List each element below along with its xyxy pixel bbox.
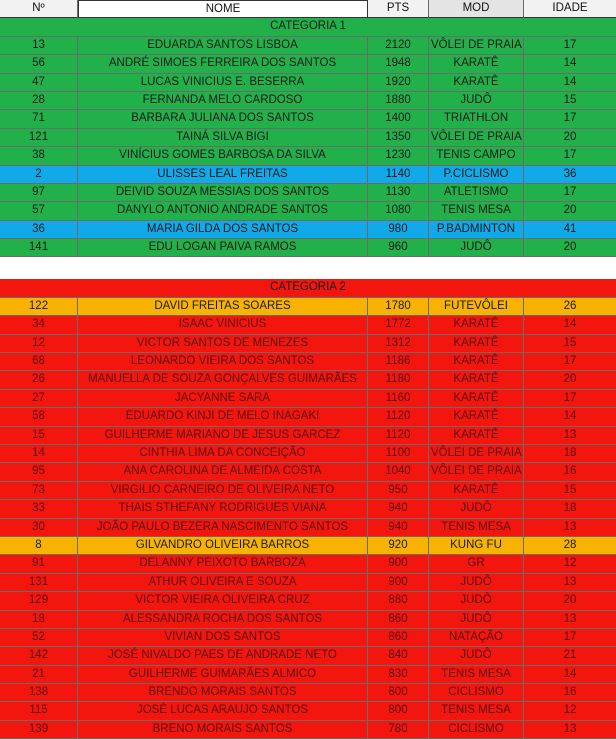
cell-age[interactable]: 17 (524, 353, 616, 371)
cell-name[interactable]: GUILHERME MARIANO DE JESUS GARCEZ (78, 427, 368, 445)
cell-pts[interactable]: 940 (368, 519, 429, 537)
cell-mod[interactable]: KARATÊ (429, 390, 524, 408)
table-row (0, 500, 616, 518)
cell-num[interactable]: 142 (0, 647, 78, 665)
cell-num[interactable]: 95 (0, 463, 78, 481)
cell-age[interactable]: 14 (524, 408, 616, 426)
cell-age[interactable]: 13 (524, 574, 616, 592)
cell-num[interactable]: 121 (0, 129, 78, 147)
cell-num[interactable]: 38 (0, 147, 78, 165)
cell-pts[interactable]: 1140 (368, 166, 429, 184)
table-row (0, 221, 616, 239)
table-row (0, 592, 616, 610)
cell-pts[interactable]: 980 (368, 221, 429, 239)
table-row (0, 184, 616, 202)
cell-age[interactable]: 20 (524, 371, 616, 389)
cell-num[interactable]: 8 (0, 537, 78, 555)
table-row (0, 537, 616, 555)
cell-num[interactable]: 2 (0, 166, 78, 184)
cell-num[interactable]: 57 (0, 202, 78, 220)
cell-pts[interactable]: 1400 (368, 110, 429, 128)
cell-age[interactable]: 17 (524, 184, 616, 202)
cell-age[interactable]: 12 (524, 555, 616, 573)
cell-age[interactable]: 28 (524, 537, 616, 555)
cell-age[interactable]: 17 (524, 390, 616, 408)
cell-num[interactable]: 33 (0, 500, 78, 518)
cell-pts[interactable]: 1312 (368, 335, 429, 353)
cell-name[interactable]: ISAAC VINICIUS (78, 316, 368, 334)
cell-name[interactable]: VIRGILIO CARNEIRO DE OLIVEIRA NETO (78, 482, 368, 500)
header-age[interactable]: IDADE (524, 0, 616, 18)
cell-age[interactable]: 17 (524, 110, 616, 128)
cell-name[interactable]: BRENO MORAIS SANTOS (78, 721, 368, 739)
cell-mod[interactable]: TENIS MESA (429, 202, 524, 220)
cell-pts[interactable]: 1772 (368, 316, 429, 334)
cell-name[interactable]: ATHUR OLIVEIRA E SOUZA (78, 574, 368, 592)
cell-num[interactable]: 28 (0, 92, 78, 110)
cell-mod[interactable]: GR (429, 555, 524, 573)
cell-num[interactable]: 26 (0, 371, 78, 389)
cell-mod[interactable]: JUDÔ (429, 92, 524, 110)
cell-name[interactable]: MARIA GILDA DOS SANTOS (78, 221, 368, 239)
cell-num[interactable]: 68 (0, 353, 78, 371)
cell-age[interactable]: 20 (524, 202, 616, 220)
cell-num[interactable]: 30 (0, 519, 78, 537)
cell-pts[interactable]: 940 (368, 500, 429, 518)
table-row (0, 298, 616, 316)
cell-age[interactable]: 16 (524, 463, 616, 481)
cell-mod[interactable]: TENIS MESA (429, 702, 524, 720)
cell-pts[interactable]: 780 (368, 721, 429, 739)
cell-pts[interactable]: 950 (368, 482, 429, 500)
table-row (0, 371, 616, 389)
cell-age[interactable]: 20 (524, 592, 616, 610)
cell-name[interactable]: EDUARDA SANTOS LISBOA (78, 37, 368, 55)
cell-mod[interactable]: KARATÊ (429, 316, 524, 334)
cell-pts[interactable]: 800 (368, 684, 429, 702)
cell-num[interactable]: 18 (0, 611, 78, 629)
cell-name[interactable]: DEIVID SOUZA MESSIAS DOS SANTOS (78, 184, 368, 202)
cell-name[interactable]: VINÍCIUS GOMES BARBOSA DA SILVA (78, 147, 368, 165)
blank-row (0, 257, 616, 279)
cell-name[interactable]: GUILHERME GUIMARÃES ALMICO (78, 666, 368, 684)
cell-name[interactable]: LEONARDO VIEIRA DOS SANTOS (78, 353, 368, 371)
cell-age[interactable]: 26 (524, 298, 616, 316)
cell-mod[interactable]: KARATÊ (429, 74, 524, 92)
table-row (0, 408, 616, 426)
cell-mod[interactable]: TRIATHLON (429, 110, 524, 128)
cell-mod[interactable]: VÔLEI DE PRAIA (429, 463, 524, 481)
cell-pts[interactable]: 800 (368, 702, 429, 720)
cell-pts[interactable]: 830 (368, 666, 429, 684)
cell-name[interactable]: ANDRÉ SIMOES FERREIRA DOS SANTOS (78, 55, 368, 73)
cell-pts[interactable]: 1880 (368, 92, 429, 110)
cell-mod[interactable]: VÔLEI DE PRAIA (429, 129, 524, 147)
cell-name[interactable]: LUCAS VINICIUS E. BESERRA (78, 74, 368, 92)
category-1-title[interactable]: CATEGORIA 1 (0, 18, 616, 36)
cell-num[interactable]: 138 (0, 684, 78, 702)
cell-pts[interactable]: 1160 (368, 390, 429, 408)
table-row (0, 445, 616, 463)
cell-age[interactable]: 15 (524, 335, 616, 353)
cell-num[interactable]: 47 (0, 74, 78, 92)
cell-mod[interactable]: JUDÔ (429, 500, 524, 518)
cell-name[interactable]: ANA CAROLINA DE ALMEIDA COSTA (78, 463, 368, 481)
cell-num[interactable]: 34 (0, 316, 78, 334)
cell-pts[interactable]: 840 (368, 647, 429, 665)
table-row (0, 74, 616, 92)
table-row (0, 666, 616, 684)
cell-pts[interactable]: 1080 (368, 202, 429, 220)
cell-mod[interactable]: KARATÊ (429, 371, 524, 389)
table-row (0, 427, 616, 445)
cell-mod[interactable]: CICLISMO (429, 684, 524, 702)
cell-name[interactable]: BARBARA JULIANA DOS SANTOS (78, 110, 368, 128)
table-row (0, 721, 616, 739)
cell-mod[interactable]: JUDÔ (429, 647, 524, 665)
cell-age[interactable]: 15 (524, 482, 616, 500)
cell-age[interactable]: 17 (524, 147, 616, 165)
cell-pts[interactable]: 2120 (368, 37, 429, 55)
cell-pts[interactable]: 1120 (368, 408, 429, 426)
cell-age[interactable]: 13 (524, 721, 616, 739)
cell-mod[interactable]: JUDÔ (429, 592, 524, 610)
cell-name[interactable]: THAIS STHEFANY RODRIGUES VIANA (78, 500, 368, 518)
table-row (0, 353, 616, 371)
cell-mod[interactable]: ATLETISMO (429, 184, 524, 202)
table-row (0, 335, 616, 353)
cell-mod[interactable]: KARATÊ (429, 427, 524, 445)
header-mod[interactable]: MOD (429, 0, 524, 18)
cell-name[interactable]: VICTOR VIEIRA OLIVEIRA CRUZ (78, 592, 368, 610)
cell-age[interactable]: 13 (524, 519, 616, 537)
table-row (0, 147, 616, 165)
cell-pts[interactable]: 1780 (368, 298, 429, 316)
cell-age[interactable]: 12 (524, 702, 616, 720)
cell-age[interactable]: 20 (524, 239, 616, 257)
cell-pts[interactable]: 1130 (368, 184, 429, 202)
cell-age[interactable]: 36 (524, 166, 616, 184)
table-row (0, 129, 616, 147)
cell-mod[interactable]: TENIS MESA (429, 666, 524, 684)
table-row (0, 166, 616, 184)
cell-mod[interactable]: TENIS CAMPO (429, 147, 524, 165)
table-row (0, 202, 616, 220)
cell-name[interactable]: JOSÉ LUCAS ARAUJO SANTOS (78, 702, 368, 720)
cell-name[interactable]: CINTHIA LIMA DA CONCEIÇÃO (78, 445, 368, 463)
cell-age[interactable]: 14 (524, 55, 616, 73)
cell-age[interactable]: 21 (524, 647, 616, 665)
cell-num[interactable]: 129 (0, 592, 78, 610)
cell-name[interactable]: VICTOR SANTOS DE MENEZES (78, 335, 368, 353)
table-row (0, 55, 616, 73)
header-row (0, 0, 616, 18)
table-row (0, 611, 616, 629)
cell-mod[interactable]: KARATÊ (429, 482, 524, 500)
cell-name[interactable]: TAINÁ SILVA BIGI (78, 129, 368, 147)
cell-pts[interactable]: 1120 (368, 427, 429, 445)
cell-num[interactable]: 58 (0, 408, 78, 426)
cell-num[interactable]: 13 (0, 37, 78, 55)
cell-pts[interactable]: 1230 (368, 147, 429, 165)
cell-mod[interactable]: P.BADMINTON (429, 221, 524, 239)
cell-age[interactable]: 16 (524, 684, 616, 702)
cell-num[interactable]: 15 (0, 427, 78, 445)
cell-num[interactable]: 21 (0, 666, 78, 684)
table-row (0, 519, 616, 537)
cell-age[interactable]: 18 (524, 445, 616, 463)
table-row (0, 110, 616, 128)
cell-name[interactable]: MANUELLA DE SOUZA GONÇALVES GUIMARÃES (78, 371, 368, 389)
cell-name[interactable]: EDU LOGAN PAIVA RAMOS (78, 239, 368, 257)
cell-age[interactable]: 17 (524, 37, 616, 55)
cell-mod[interactable]: KARATÊ (429, 335, 524, 353)
cell-num[interactable]: 139 (0, 721, 78, 739)
cell-name[interactable]: EDUARDO KINJI DE MELO INAGAKI (78, 408, 368, 426)
cell-name[interactable]: ULISSES LEAL FREITAS (78, 166, 368, 184)
header-pts[interactable]: PTS (368, 0, 429, 18)
cell-pts[interactable]: 1920 (368, 74, 429, 92)
cell-mod[interactable]: KARATÊ (429, 353, 524, 371)
category-1-rows (0, 37, 616, 258)
cell-pts[interactable]: 880 (368, 592, 429, 610)
cell-mod[interactable]: NATAÇÃO (429, 629, 524, 647)
cell-age[interactable]: 20 (524, 129, 616, 147)
table-row (0, 574, 616, 592)
cell-mod[interactable]: JUDÔ (429, 611, 524, 629)
cell-pts[interactable]: 1100 (368, 445, 429, 463)
cell-mod[interactable]: KUNG FU (429, 537, 524, 555)
table-row (0, 92, 616, 110)
cell-pts[interactable]: 1180 (368, 371, 429, 389)
cell-num[interactable]: 12 (0, 335, 78, 353)
cell-mod[interactable]: P.CICLISMO (429, 166, 524, 184)
cell-mod[interactable]: FUTEVÔLEI (429, 298, 524, 316)
table-row (0, 555, 616, 573)
table-row (0, 37, 616, 55)
cell-name[interactable]: JOÃO PAULO BEZERA NASCIMENTO SANTOS (78, 519, 368, 537)
cell-name[interactable]: BRENDO MORAIS SANTOS (78, 684, 368, 702)
cell-mod[interactable]: KARATÊ (429, 55, 524, 73)
cell-num[interactable]: 115 (0, 702, 78, 720)
cell-age[interactable]: 18 (524, 500, 616, 518)
cell-mod[interactable]: TENIS MESA (429, 519, 524, 537)
cell-pts[interactable]: 900 (368, 574, 429, 592)
cell-age[interactable]: 14 (524, 316, 616, 334)
cell-num[interactable]: 14 (0, 445, 78, 463)
cell-age[interactable]: 17 (524, 629, 616, 647)
cell-pts[interactable]: 960 (368, 239, 429, 257)
cell-name[interactable]: ALESSANDRA ROCHA DOS SANTOS (78, 611, 368, 629)
cell-num[interactable]: 97 (0, 184, 78, 202)
cell-mod[interactable]: CICLISMO (429, 721, 524, 739)
cell-num[interactable]: 122 (0, 298, 78, 316)
cell-mod[interactable]: VÔLEI DE PRAIA (429, 445, 524, 463)
cell-name[interactable]: DAVID FREITAS SOARES (78, 298, 368, 316)
table-row (0, 684, 616, 702)
table-row (0, 647, 616, 665)
cell-age[interactable]: 13 (524, 427, 616, 445)
cell-pts[interactable]: 920 (368, 537, 429, 555)
cell-age[interactable]: 15 (524, 92, 616, 110)
cell-age[interactable]: 13 (524, 611, 616, 629)
cell-mod[interactable]: JUDÔ (429, 574, 524, 592)
header-num[interactable]: Nº (0, 0, 78, 18)
cell-name[interactable]: VIVIAN DOS SANTOS (78, 629, 368, 647)
cell-pts[interactable]: 860 (368, 611, 429, 629)
cell-num[interactable]: 91 (0, 555, 78, 573)
table-row (0, 629, 616, 647)
cell-num[interactable]: 73 (0, 482, 78, 500)
cell-num[interactable]: 131 (0, 574, 78, 592)
table-row (0, 390, 616, 408)
cell-name[interactable]: FERNANDA MELO CARDOSO (78, 92, 368, 110)
cell-mod[interactable]: VÔLEI DE PRAIA (429, 37, 524, 55)
cell-pts[interactable]: 1948 (368, 55, 429, 73)
cell-pts[interactable]: 1350 (368, 129, 429, 147)
cell-num[interactable]: 27 (0, 390, 78, 408)
cell-age[interactable]: 41 (524, 221, 616, 239)
cell-age[interactable]: 14 (524, 74, 616, 92)
cell-pts[interactable]: 900 (368, 555, 429, 573)
cell-name[interactable]: JACYANNE SARA (78, 390, 368, 408)
cell-num[interactable]: 141 (0, 239, 78, 257)
cell-name[interactable]: DELANNY PEIXOTO BARBOZA (78, 555, 368, 573)
table-row (0, 482, 616, 500)
cell-mod[interactable]: KARATÊ (429, 408, 524, 426)
cell-num[interactable]: 71 (0, 110, 78, 128)
cell-name[interactable]: JOSÉ NIVALDO PAES DE ANDRADE NETO (78, 647, 368, 665)
category-2-title[interactable]: CATEGORIA 2 (0, 279, 616, 297)
cell-mod[interactable]: JUDÔ (429, 239, 524, 257)
cell-pts[interactable]: 1040 (368, 463, 429, 481)
cell-num[interactable]: 52 (0, 629, 78, 647)
cell-num[interactable]: 36 (0, 221, 78, 239)
table-row (0, 463, 616, 481)
cell-name[interactable]: GILVANDRO OLIVEIRA BARROS (78, 537, 368, 555)
table-row (0, 239, 616, 257)
cell-pts[interactable]: 860 (368, 629, 429, 647)
cell-age[interactable]: 14 (524, 666, 616, 684)
category-2-rows (0, 298, 616, 739)
cell-pts[interactable]: 1186 (368, 353, 429, 371)
header-name[interactable]: NOME (78, 0, 368, 18)
table-row (0, 702, 616, 720)
table-row (0, 316, 616, 334)
cell-name[interactable]: DANYLO ANTONIO ANDRADE SANTOS (78, 202, 368, 220)
cell-num[interactable]: 56 (0, 55, 78, 73)
